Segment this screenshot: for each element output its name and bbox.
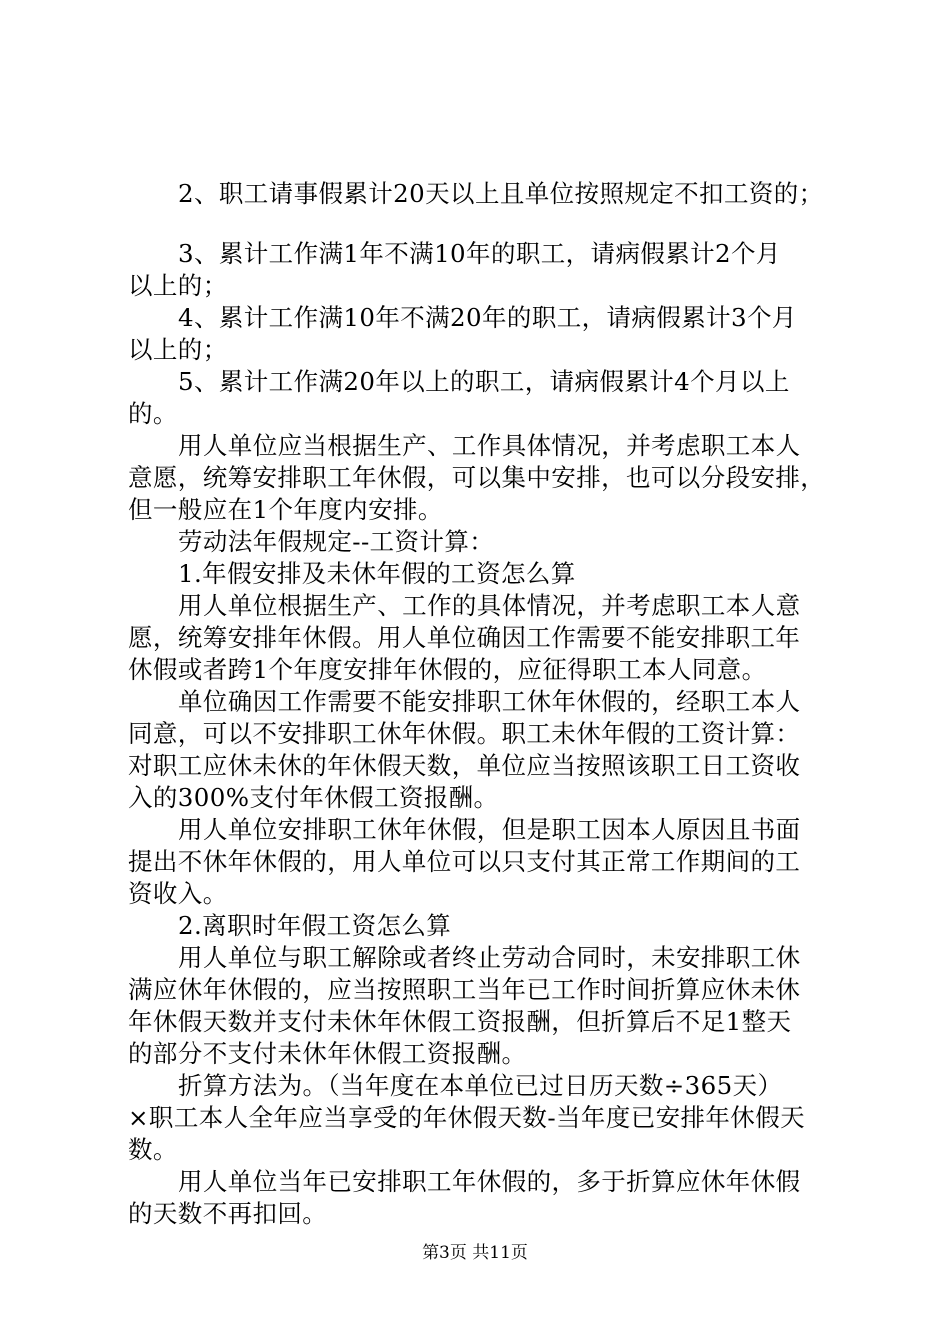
paragraph-line: 资收入。	[128, 879, 228, 908]
section-heading: 1.年假安排及未休年假的工资怎么算	[178, 559, 576, 588]
paragraph-line: 5、累计工作满20年以上的职工，请病假累计4个月以上	[178, 367, 790, 396]
paragraph-line: 单位确因工作需要不能安排职工休年休假的，经职工本人	[178, 687, 801, 716]
paragraph-line: 以上的；	[128, 271, 228, 300]
paragraph-line: 入的300%支付年休假工资报酬。	[128, 783, 499, 812]
paragraph-line: 用人单位安排职工休年休假，但是职工因本人原因且书面	[178, 815, 801, 844]
paragraph-line: 愿，统筹安排年休假。用人单位确因工作需要不能安排职工年	[128, 623, 801, 652]
page-footer	[0, 1242, 950, 1264]
paragraph-line: 休假或者跨1个年度安排年休假的，应征得职工本人同意。	[128, 655, 767, 684]
section-heading: 劳动法年假规定--工资计算：	[178, 527, 495, 556]
paragraph-line: 用人单位当年已安排职工年休假的，多于折算应休年休假	[178, 1167, 801, 1196]
paragraph-line: ×职工本人全年应当享受的年休假天数-当年度已安排年休假天	[128, 1103, 806, 1132]
paragraph-line: 用人单位与职工解除或者终止劳动合同时，未安排职工休	[178, 943, 801, 972]
paragraph-line: 但一般应在1个年度内安排。	[128, 495, 443, 524]
paragraph-line: 的。	[128, 399, 178, 428]
paragraph-line: 的部分不支付未休年休假工资报酬。	[128, 1039, 527, 1068]
paragraph-line: 年休假天数并支付未休年休假工资报酬，但折算后不足1整天	[128, 1007, 792, 1036]
paragraph-line: 用人单位应当根据生产、工作具体情况，并考虑职工本人	[178, 431, 801, 460]
paragraph-line: 以上的；	[128, 335, 228, 364]
paragraph-line: 提出不休年休假的，用人单位可以只支付其正常工作期间的工	[128, 847, 801, 876]
paragraph-line: 意愿，统筹安排职工年休假，可以集中安排，也可以分段安排，	[128, 463, 826, 492]
paragraph-line: 4、累计工作满10年不满20年的职工，请病假累计3个月	[178, 303, 797, 332]
paragraph-line: 2、职工请事假累计20天以上且单位按照规定不扣工资的；	[178, 179, 824, 208]
paragraph-line: 用人单位根据生产、工作的具体情况，并考虑职工本人意	[178, 591, 801, 620]
paragraph-line: 数。	[128, 1135, 178, 1164]
page-number: 第3页 共11页	[422, 1243, 528, 1263]
paragraph-line: 对职工应休未休的年休假天数，单位应当按照该职工日工资收	[128, 751, 801, 780]
paragraph-line: 满应休年休假的，应当按照职工当年已工作时间折算应休未休	[128, 975, 801, 1004]
paragraph-line: 折算方法为。（当年度在本单位已过日历天数÷365天）	[178, 1071, 783, 1100]
paragraph-line: 3、累计工作满1年不满10年的职工，请病假累计2个月	[178, 239, 781, 268]
paragraph-line: 的天数不再扣回。	[128, 1199, 328, 1228]
paragraph-line: 同意，可以不安排职工休年休假。职工未休年假的工资计算：	[128, 719, 801, 748]
section-heading: 2.离职时年假工资怎么算	[178, 911, 452, 940]
